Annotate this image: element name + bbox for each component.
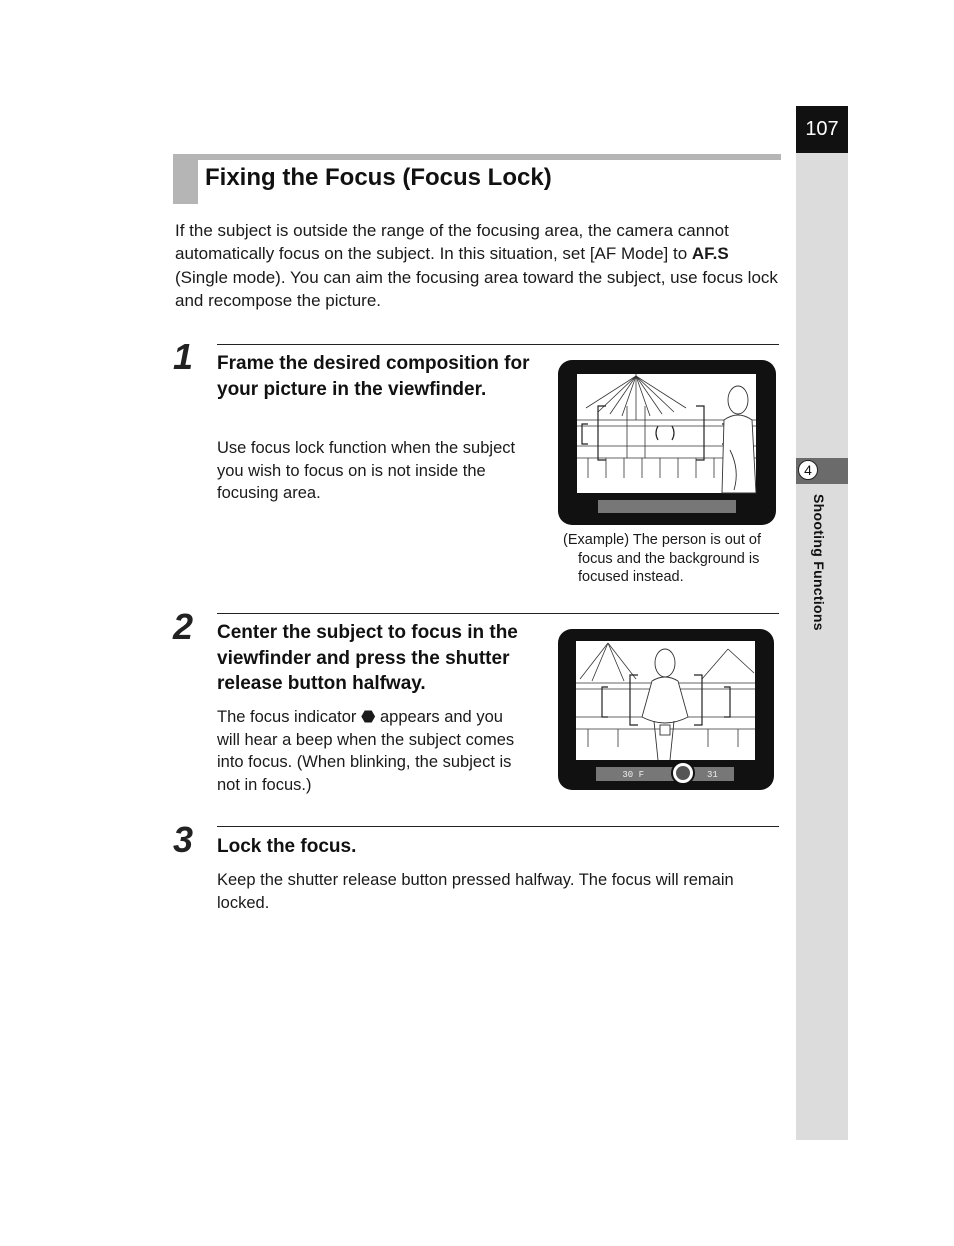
intro-paragraph: If the subject is outside the range of the focusing area, the camera cannot automatically focus on the subject. In this situation, set [AF Mode] to AF.S (Single mode). You can aim the focusing area toward the subject, use focus lock and recompose the picture. <box>175 221 778 311</box>
step-1-heading: Frame the desired composition for your picture in the viewfinder. <box>217 353 530 400</box>
viewfinder-illustration-1 <box>558 360 776 525</box>
af-mode-label: AF.S <box>691 244 729 264</box>
viewfinder-illustration-2 <box>558 629 774 790</box>
step-1-body: Use focus lock function when the subject you wish to focus on is not inside the focusing area. <box>217 439 516 502</box>
section-header-block <box>173 154 198 204</box>
step-3-body: Keep the shutter release button pressed halfway. The focus will remain locked. <box>217 871 734 912</box>
step-3-heading: Lock the focus. <box>217 836 357 857</box>
page-number: 107 <box>796 106 848 153</box>
chapter-title: Shooting Functions <box>811 494 827 631</box>
step-2-number: 2 <box>173 606 194 647</box>
step-2-body: The focus indicator ⬣ appears and you will hear a beep when the subject comes into focus. (When blinking, the subject is not in focus.) <box>217 708 515 794</box>
step-3-rule <box>217 826 779 827</box>
step-1-caption: (Example) The person is out of focus and the background is focused instead. <box>563 532 761 585</box>
step-2-heading: Center the subject to focus in the viewfinder and press the shutter release button halfway. <box>217 622 518 694</box>
section-title: Fixing the Focus (Focus Lock) <box>205 164 552 191</box>
focus-indicator-icon: ⬣ <box>361 708 376 726</box>
step-3-number: 3 <box>173 819 194 860</box>
step-1-rule <box>217 344 779 345</box>
step-1-number: 1 <box>173 336 194 377</box>
lcd-count-readout: 31 <box>707 770 718 780</box>
chapter-number: 4 <box>798 460 818 480</box>
section-header-bar <box>173 154 781 160</box>
lcd-shutter-readout: 30 F <box>622 770 644 780</box>
step-2-rule <box>217 613 779 614</box>
